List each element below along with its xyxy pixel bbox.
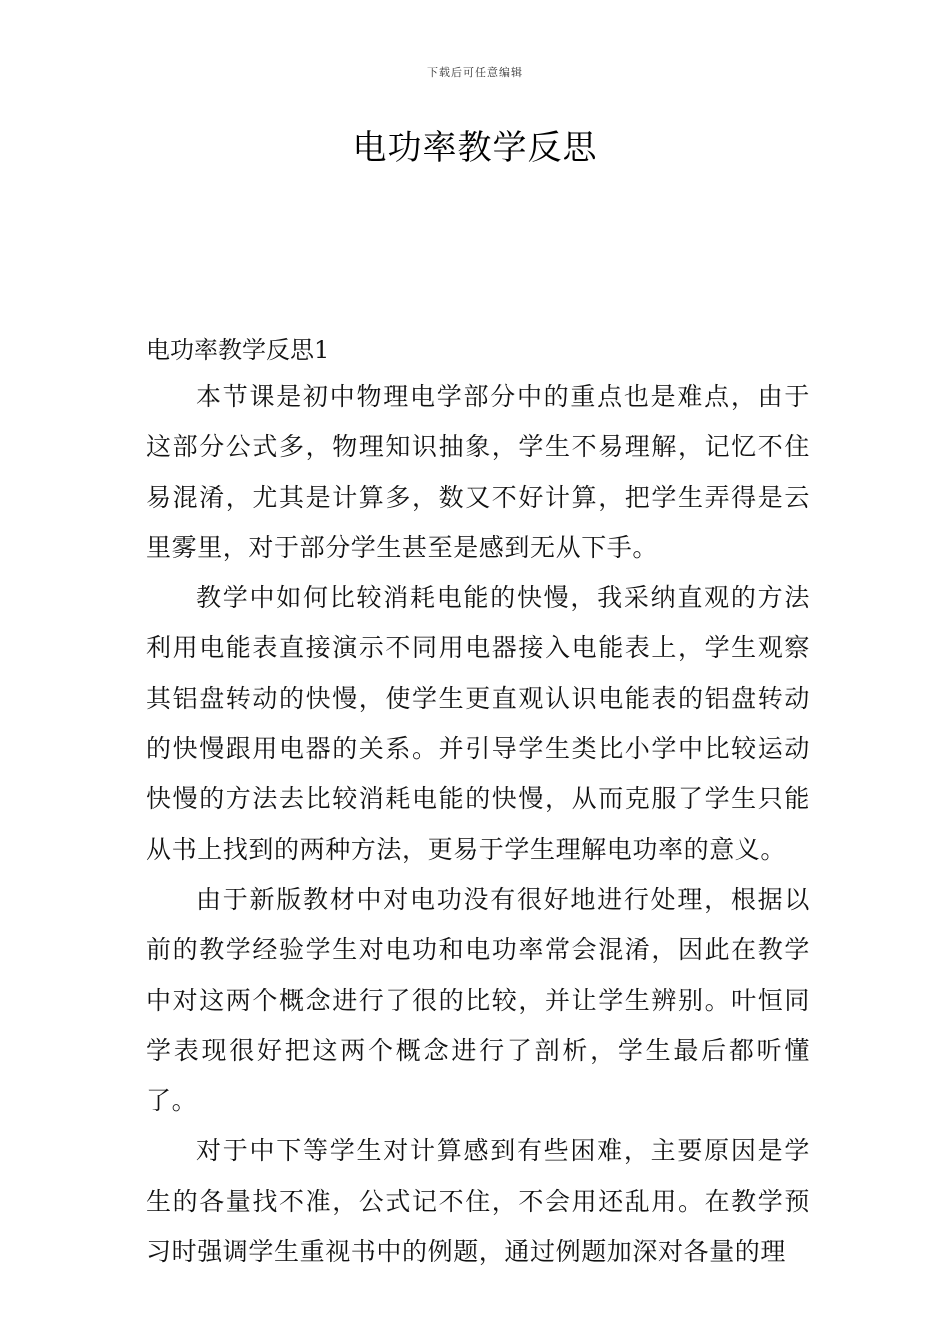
paragraph: 本节课是初中物理电学部分中的重点也是难点，由于这部分公式多，物理知识抽象，学生不易理解，记忆不住易混淆，尤其是计算多，数又不好计算，把学生弄得是云里雾里，对于部分学生甚至是感到无从下手。 — [146, 382, 810, 562]
paragraph: 对于中下等学生对计算感到有些困难，主要原因是学生的各量找不准，公式记不住，不会用还乱用。在教学预习时强调学生重视书中的例题，通过例题加深对各量的理 — [146, 1136, 810, 1267]
body-text — [146, 372, 810, 1277]
paragraph: 教学中如何比较消耗电能的快慢，我采纳直观的方法利用电能表直接演示不同用电器接入电能表上，学生观察其铝盘转动的快慢，使学生更直观认识电能表的铝盘转动的快慢跟用电器的关系。并引导学生类比小学中比较运动快慢的方法去比较消耗电能的快慢，从而克服了学生只能从书上找到的两种方法，更易于学生理解电功率的意义。 — [146, 583, 810, 864]
document-title: 电功率教学反思 — [352, 128, 598, 168]
section-heading: 电功率教学反思1 — [146, 336, 330, 364]
paragraph: 由于新版教材中对电功没有很好地进行处理，根据以前的教学经验学生对电功和电功率常会混淆，因此在教学中对这两个概念进行了很的比较，并让学生辨别。叶恒同学表现很好把这两个概念进行了剖析，学生最后都听懂了。 — [146, 884, 810, 1116]
header-note: 下载后可任意编辑 — [427, 66, 523, 79]
